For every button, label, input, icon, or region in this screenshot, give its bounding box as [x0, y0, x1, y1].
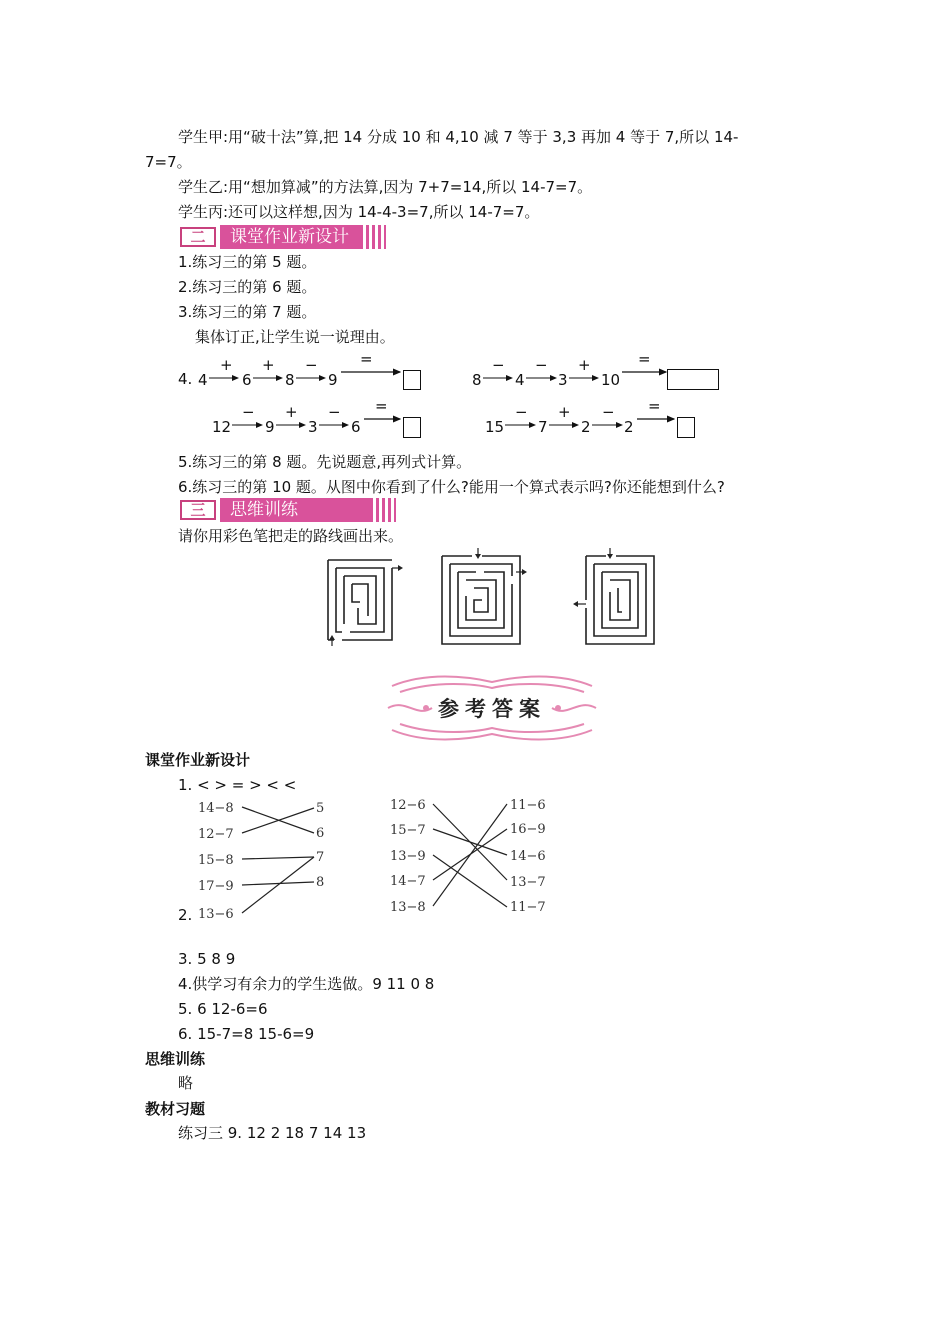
- chain-2-num-2: 4: [515, 371, 525, 389]
- section-number: 二: [180, 227, 216, 247]
- chain-1-eq: =: [360, 350, 373, 368]
- chain-3-op-1: −: [242, 403, 255, 421]
- match-right-expr-1: 12−6: [390, 798, 426, 813]
- section-title: 课堂作业新设计: [220, 225, 360, 249]
- arrow-chains: [180, 350, 740, 445]
- maze-2[interactable]: [432, 548, 527, 648]
- matching-right: [385, 795, 565, 925]
- section-banner-classwork: [178, 225, 400, 249]
- chain-2-num-3: 3: [558, 371, 568, 389]
- match-right-value-1: 11−6: [510, 798, 546, 813]
- match-left-expr-4: 17−9: [198, 879, 234, 894]
- answers-heading-classwork: 课堂作业新设计: [145, 751, 251, 769]
- maze-instruction: 请你用彩色笔把走的路线画出来。: [178, 527, 404, 545]
- answer-5: 5. 6 12-6=6: [178, 1000, 268, 1018]
- match-left-expr-5: 13−6: [198, 907, 234, 922]
- match-left-value-1: 5: [316, 801, 325, 816]
- answer-banner: [386, 668, 598, 748]
- chain-1-op-3: −: [305, 356, 318, 374]
- chain-2-eq: =: [638, 350, 651, 368]
- chain-2-op-3: +: [578, 356, 591, 374]
- chain-3-num-2: 9: [265, 418, 275, 436]
- student-b-line: 学生乙:用“想加算减”的方法算,因为 7+7=14,所以 14-7=7。: [178, 178, 593, 196]
- student-c-line: 学生丙:还可以这样想,因为 14-4-3=7,所以 14-7=7。: [178, 203, 540, 221]
- chain-4-num-4: 2: [624, 418, 634, 436]
- section-stripes-3: [370, 498, 396, 522]
- section-stripes: [360, 225, 386, 249]
- match-right-expr-2: 15−7: [390, 823, 426, 838]
- answers-heading-textbook: 教材习题: [145, 1100, 206, 1118]
- textbook-answer: 练习三 9. 12 2 18 7 14 13: [178, 1124, 367, 1142]
- student-a-line-1: 学生甲:用“破十法”算,把 14 分成 10 和 4,10 减 7 等于 3,3 再加 4 等于 7,所以 14-: [178, 128, 739, 146]
- classwork-item-2: 2.练习三的第 6 题。: [178, 278, 317, 296]
- match-left-value-3: 7: [316, 850, 325, 865]
- correction-note: 集体订正,让学生说一说理由。: [195, 328, 395, 346]
- matching-left: [190, 795, 370, 925]
- answer-2-label: 2.: [178, 906, 193, 924]
- chain-3-op-3: −: [328, 403, 341, 421]
- student-a-line-2: 7=7。: [145, 153, 192, 171]
- answer-box-4[interactable]: [677, 417, 695, 438]
- match-right-expr-3: 13−9: [390, 849, 426, 864]
- chain-1-num-1: 4: [198, 371, 208, 389]
- match-right-expr-4: 14−7: [390, 874, 426, 889]
- chain-2-op-1: −: [492, 356, 505, 374]
- section-title-3: 思维训练: [220, 498, 370, 522]
- match-left-expr-1: 14−8: [198, 801, 234, 816]
- section-number-3: 三: [180, 500, 216, 520]
- chain-1-num-2: 6: [242, 371, 252, 389]
- answer-box-3[interactable]: [403, 417, 421, 438]
- chain-2-num-4: 10: [601, 371, 621, 389]
- chain-1-op-2: +: [262, 356, 275, 374]
- answer-banner-title: 参考答案: [438, 696, 546, 721]
- question-4-label: 4.: [178, 370, 193, 388]
- chain-3-eq: =: [375, 397, 388, 415]
- match-right-value-2: 16−9: [510, 822, 546, 837]
- chain-4-num-3: 2: [581, 418, 591, 436]
- chain-1-num-3: 8: [285, 371, 295, 389]
- match-right-expr-5: 13−8: [390, 900, 426, 915]
- chain-4-op-3: −: [602, 403, 615, 421]
- chain-1-op-1: +: [220, 356, 233, 374]
- chain-3-op-2: +: [285, 403, 298, 421]
- match-right-value-3: 14−6: [510, 849, 546, 864]
- classwork-item-6: 6.练习三的第 10 题。从图中你看到了什么?能用一个算式表示吗?你还能想到什么?: [178, 478, 725, 496]
- answer-3: 3. 5 8 9: [178, 950, 236, 968]
- maze-3[interactable]: [570, 548, 662, 648]
- answer-1: 1. < > = > < <: [178, 776, 297, 794]
- chain-4-num-1: 15: [485, 418, 505, 436]
- classwork-item-5: 5.练习三的第 8 题。先说题意,再列式计算。: [178, 453, 472, 471]
- maze-1[interactable]: [320, 548, 410, 648]
- chain-4-num-2: 7: [538, 418, 548, 436]
- chain-4-op-1: −: [515, 403, 528, 421]
- match-right-value-4: 13−7: [510, 875, 546, 890]
- classwork-item-3: 3.练习三的第 7 题。: [178, 303, 317, 321]
- chain-2-op-2: −: [535, 356, 548, 374]
- thinking-answer: 略: [178, 1074, 194, 1092]
- chain-3-num-4: 6: [351, 418, 361, 436]
- chain-1-num-4: 9: [328, 371, 338, 389]
- match-left-value-4: 8: [316, 875, 325, 890]
- chain-4-op-2: +: [558, 403, 571, 421]
- match-right-value-5: 11−7: [510, 900, 546, 915]
- chain-2-num-1: 8: [472, 371, 482, 389]
- chain-3-num-1: 12: [212, 418, 232, 436]
- match-left-expr-3: 15−8: [198, 853, 234, 868]
- match-left-expr-2: 12−7: [198, 827, 234, 842]
- answers-heading-thinking: 思维训练: [145, 1050, 206, 1068]
- answer-6: 6. 15-7=8 15-6=9: [178, 1025, 315, 1043]
- section-banner-thinking: [178, 498, 400, 522]
- match-left-value-2: 6: [316, 826, 325, 841]
- answer-box-1[interactable]: [403, 370, 421, 390]
- answer-4: 4.供学习有余力的学生选做。9 11 0 8: [178, 975, 435, 993]
- answer-box-2[interactable]: [667, 369, 719, 390]
- chain-3-num-3: 3: [308, 418, 318, 436]
- classwork-item-1: 1.练习三的第 5 题。: [178, 253, 317, 271]
- chain-4-eq: =: [648, 397, 661, 415]
